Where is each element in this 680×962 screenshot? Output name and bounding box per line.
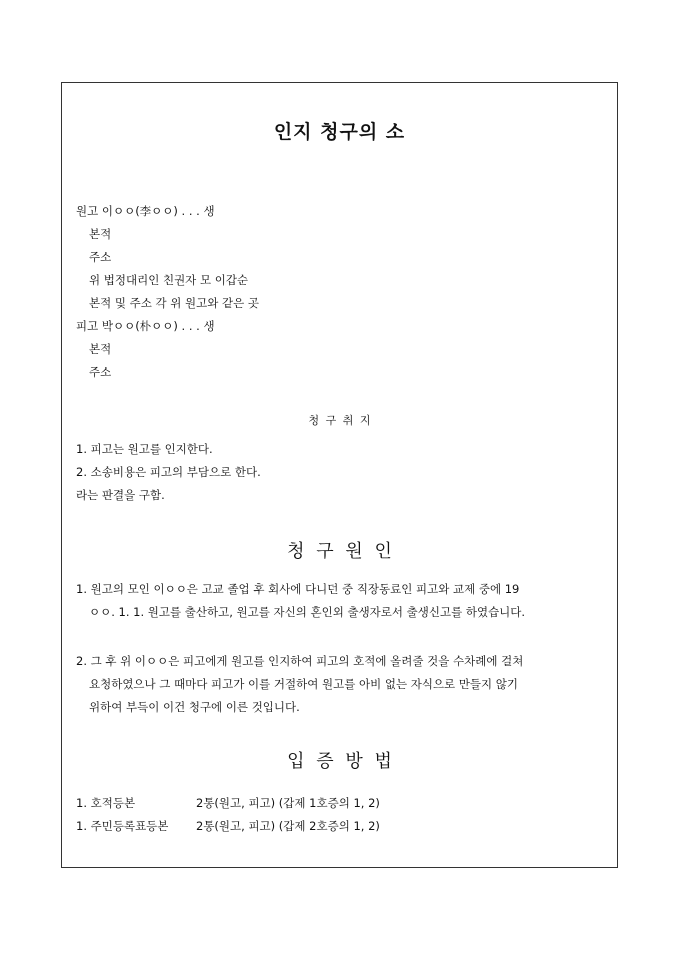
cause-p2-line-3: 위하여 부득이 이건 청구에 이른 것입니다. bbox=[89, 700, 300, 714]
defendant-line: 피고 박ㅇㅇ(朴ㅇㅇ) . . . 생 bbox=[76, 319, 215, 333]
guardian-line: 위 법정대리인 친권자 모 이갑순 bbox=[89, 273, 249, 287]
evidence-item bbox=[76, 796, 380, 810]
cause-heading: 청 구 원 인 bbox=[287, 541, 392, 562]
guardian-address: 본적 및 주소 각 위 원고와 같은 곳 bbox=[89, 296, 260, 310]
claim-item-1: 1. 피고는 원고를 인지한다. bbox=[76, 442, 213, 456]
cause-p1-line-2: ㅇㅇ. 1. 1. 원고를 출산하고, 원고를 자신의 혼인외 출생자로서 출생신고를 하였습니다. bbox=[89, 605, 526, 619]
cause-p2-line-2: 요청하였으나 그 때마다 피고가 이를 거절하여 원고를 아비 없는 자식으로 만들지 않기 bbox=[89, 677, 519, 691]
cause-p2-line-1: 2. 그 후 위 이ㅇㅇ은 피고에게 원고를 인지하여 피고의 호적에 올려줄 것을 수차례에 걸쳐 bbox=[76, 654, 524, 668]
plaintiff-line: 원고 이ㅇㅇ(李ㅇㅇ) . . . 생 bbox=[76, 204, 215, 218]
defendant-domicile: 본적 bbox=[89, 342, 112, 356]
cause-p1-line-1: 1. 원고의 모인 이ㅇㅇ은 고교 졸업 후 회사에 다니던 중 직장동료인 피고와 교제 중에 19 bbox=[76, 582, 520, 596]
evidence-item-detail: 2통(원고, 피고) (갑제 2호증의 1, 2) bbox=[196, 819, 380, 833]
evidence-item-name: 1. 주민등록표등본 bbox=[76, 819, 169, 833]
cause-paragraph-2 bbox=[76, 650, 606, 719]
defendant-address: 주소 bbox=[89, 365, 112, 379]
claim-item-2: 2. 소송비용은 피고의 부담으로 한다. bbox=[76, 465, 261, 479]
plaintiff-address: 주소 bbox=[89, 250, 112, 264]
evidence-item bbox=[76, 819, 380, 833]
claim-closing: 라는 판결을 구함. bbox=[76, 488, 165, 502]
evidence-item-name: 1. 호적등본 bbox=[76, 796, 136, 810]
cause-paragraph-1 bbox=[76, 578, 606, 624]
claim-heading: 청 구 취 지 bbox=[308, 414, 371, 427]
evidence-item-detail: 2통(원고, 피고) (갑제 1호증의 1, 2) bbox=[196, 796, 380, 810]
document-title: 인지 청구의 소 bbox=[273, 121, 406, 143]
plaintiff-domicile: 본적 bbox=[89, 227, 112, 241]
evidence-heading: 입 증 방 법 bbox=[287, 751, 392, 772]
